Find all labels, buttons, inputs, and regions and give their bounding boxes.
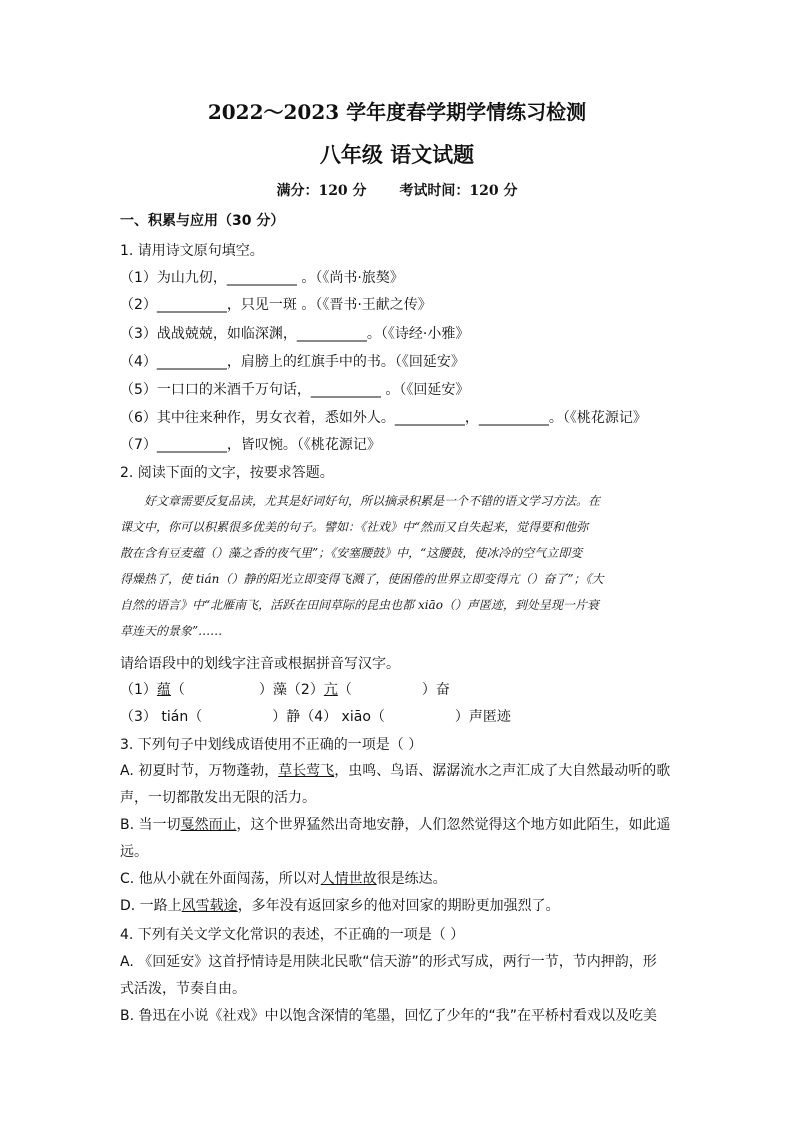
blank-text: ）藻（2） bbox=[258, 682, 324, 698]
q3-options bbox=[120, 758, 680, 920]
q1-item-3: （3）战战兢兢，如临深渊，__________。（《诗经·小雅》 bbox=[120, 326, 470, 342]
option-d: D. 一路上风雪载途，多年没有返回家乡的他对回家的期盼更加强烈了。 bbox=[120, 898, 560, 914]
blank-pinyin: （3） tián（ bbox=[120, 709, 203, 725]
q1-item-6: （6）其中往来种作，男女衣着，悉如外人。__________，__________。（《桃花源记》 bbox=[120, 410, 647, 426]
exam-info bbox=[0, 180, 794, 200]
bracket-open: （ bbox=[170, 682, 185, 698]
idiom-underline: 草长莺飞 bbox=[278, 763, 335, 779]
q2-blanks-row-2 bbox=[120, 707, 511, 727]
q4-option-a-cont: 式活泼，节奏自由。 bbox=[120, 981, 246, 997]
full-score: 满分：120 分 bbox=[276, 183, 367, 199]
q2-instruction: 请给语段中的划线字注音或根据拼音写汉字。 bbox=[120, 656, 400, 672]
q4-stem: 4. 下列有关文学文化常识的表述，不正确的一项是（ ） bbox=[120, 927, 465, 943]
blank-text: ）声匿迹 bbox=[454, 709, 511, 725]
q1-stem: 1. 请用诗文原句填空。 bbox=[120, 243, 264, 259]
q1-item-1: （1）为山九仞，__________ 。（《尚书·旅獒》 bbox=[120, 270, 404, 286]
passage-line: 草连天的景象”…… bbox=[120, 624, 223, 638]
blank-text: ）奋 bbox=[421, 682, 450, 698]
passage-line: 好文章需要反复品读，尤其是好词好句，所以摘录积累是一个不错的语文学习方法。在 bbox=[144, 494, 601, 508]
section-heading: 一、积累与应用（30 分） bbox=[120, 213, 285, 229]
blank-number: （1） bbox=[120, 682, 157, 698]
blank-pinyin: ）静（4） xiāo（ bbox=[272, 709, 385, 725]
passage-line: 自然的语言》中“北雁南飞，活跃在田间草际的昆虫也都 xiāo（）声匿迹，到处呈现一片衰 bbox=[120, 598, 599, 612]
q1-item-4: （4）__________，肩膀上的红旗手中的书。（《回延安》 bbox=[120, 354, 465, 370]
reading-passage bbox=[120, 488, 680, 644]
passage-line: 得燥热了，使 tián（）静的阳光立即变得飞溅了，使困倦的世界立即变得亢（）奋了”；《大 bbox=[120, 572, 604, 586]
q4-option-b: B. 鲁迅在小说《社戏》中以饱含深情的笔墨，回忆了少年的“我”在平桥村看戏以及吃美 bbox=[120, 1008, 658, 1024]
underlined-char: 蕴 bbox=[156, 682, 171, 698]
q1-item-5: （5）一口口的米酒千万句话，__________ 。（《回延安》 bbox=[120, 382, 470, 398]
exam-subtitle: 八年级 语文试题 bbox=[319, 142, 475, 167]
underlined-char: 亢 bbox=[323, 682, 338, 698]
option-a: A. 初夏时节，万物蓬勃，草长莺飞，虫鸣、鸟语、潺潺流水之声汇成了大自然最动听的歌 bbox=[120, 763, 671, 779]
q2-blanks-row-1 bbox=[120, 680, 450, 700]
bracket-open: （ bbox=[337, 682, 352, 698]
q3-stem: 3. 下列句子中划线成语使用不正确的一项是（ ） bbox=[120, 737, 423, 753]
option-a-cont: 声，一切都散发出无限的活力。 bbox=[120, 790, 316, 806]
exam-title: 2022～2023 学年度春学期学情练习检测 bbox=[207, 100, 587, 124]
q1-item-7: （7）__________，皆叹惋。（《桃花源记》 bbox=[120, 437, 381, 453]
q1-item-2: （2）__________，只见一斑 。（《晋书·王献之传》 bbox=[120, 297, 432, 313]
idiom-underline: 人情世故 bbox=[320, 871, 377, 887]
passage-line: 散在含有豆麦蕴（）藻之香的夜气里”；《安塞腰鼓》中，“这腰鼓，使冰冷的空气立即变 bbox=[120, 546, 583, 560]
idiom-underline: 戛然而止 bbox=[180, 817, 237, 833]
option-b: B. 当一切戛然而止，这个世界猛然出奇地安静，人们忽然觉得这个地方如此陌生，如此遥 bbox=[120, 817, 671, 833]
exam-time: 考试时间：120 分 bbox=[399, 183, 518, 199]
idiom-underline: 风雪载途 bbox=[181, 898, 238, 914]
q2-stem: 2. 阅读下面的文字，按要求答题。 bbox=[120, 465, 334, 481]
option-c: C. 他从小就在外面闯荡，所以对人情世故很是练达。 bbox=[120, 871, 447, 887]
q4-options bbox=[120, 949, 680, 1030]
q4-option-a: A. 《回延安》这首抒情诗是用陕北民歌“信天游”的形式写成，两行一节，节内押韵，形 bbox=[120, 954, 657, 970]
passage-line: 课文中，你可以积累很多优美的句子。譬如：《社戏》中“然而又自失起来，觉得要和他弥 bbox=[120, 520, 589, 534]
option-b-cont: 远。 bbox=[120, 844, 148, 860]
